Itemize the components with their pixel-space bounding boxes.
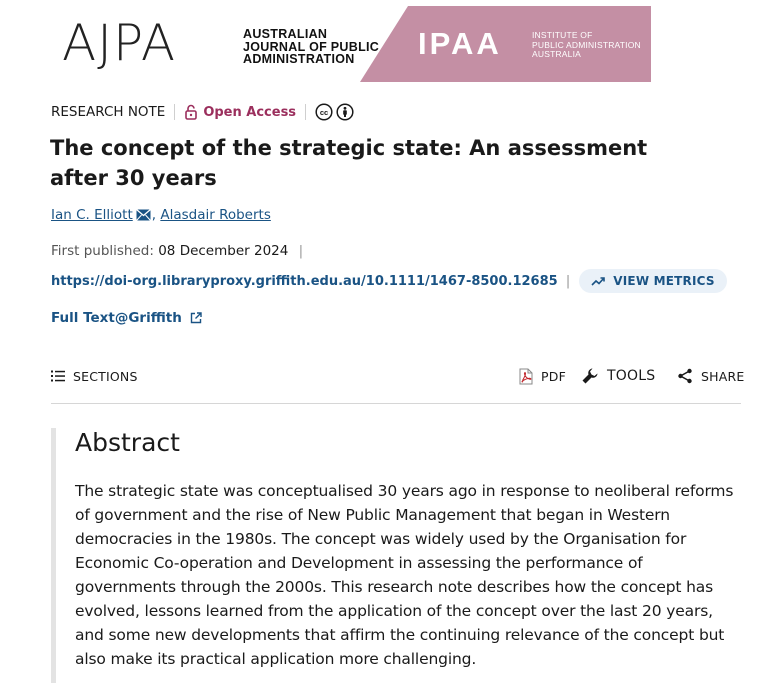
ipaa-logo: IPAA xyxy=(418,26,502,61)
publication-date xyxy=(51,243,303,259)
email-icon[interactable] xyxy=(136,209,151,221)
pdf-button[interactable] xyxy=(519,362,566,390)
abstract-heading: Abstract xyxy=(75,428,180,457)
view-metrics-label: VIEW METRICS xyxy=(613,274,715,288)
divider: | xyxy=(565,273,571,289)
ajpa-logo: AJPA xyxy=(62,14,177,72)
full-text-label: Full Text@Griffith xyxy=(51,310,182,326)
author-link-roberts[interactable]: Alasdair Roberts xyxy=(160,207,271,223)
article-title: The concept of the strategic state: An assessment after 30 years xyxy=(50,136,648,190)
share-button[interactable] xyxy=(677,362,744,390)
author-separator: , xyxy=(151,207,161,223)
view-metrics-button[interactable] xyxy=(579,269,726,293)
sections-button[interactable] xyxy=(51,362,138,390)
journal-banner[interactable] xyxy=(60,6,651,82)
by-icon[interactable] xyxy=(336,103,354,121)
published-label: First published: xyxy=(51,243,154,259)
sections-label: SECTIONS xyxy=(73,368,138,384)
divider: | xyxy=(298,243,304,259)
svg-text:cc: cc xyxy=(319,108,329,117)
tools-label: TOOLS xyxy=(607,368,656,384)
author-link-elliott[interactable]: Ian C. Elliott xyxy=(51,207,133,223)
share-icon xyxy=(677,368,693,384)
journal-name: AUSTRALIAN JOURNAL OF PUBLIC ADMINISTRATION xyxy=(243,27,380,66)
share-label: SHARE xyxy=(701,368,745,384)
article-meta-row xyxy=(51,102,354,122)
publisher-name: INSTITUTE OF PUBLIC ADMINISTRATION AUSTRALIA xyxy=(532,30,641,59)
article-type: RESEARCH NOTE xyxy=(51,104,166,120)
list-icon xyxy=(51,370,65,382)
abstract-border xyxy=(51,428,56,683)
published-date: 08 December 2024 xyxy=(158,243,289,259)
external-link-icon xyxy=(190,312,202,324)
tools-button[interactable] xyxy=(581,362,655,390)
trending-up-icon xyxy=(591,276,605,286)
wrench-icon xyxy=(581,367,599,385)
toolbar-divider xyxy=(51,403,741,404)
doi-link[interactable]: https://doi-org.libraryproxy.griffith.edu.au/10.1111/1467-8500.12685 xyxy=(51,273,558,289)
doi-row xyxy=(51,268,727,294)
cc-icon[interactable] xyxy=(315,103,333,121)
article-toolbar xyxy=(51,362,745,390)
pdf-label: PDF xyxy=(541,368,566,384)
full-text-link[interactable] xyxy=(51,310,202,326)
open-access-label: Open Access xyxy=(203,104,297,120)
abstract-text: The strategic state was conceptualised 30 years ago in response to neoliberal reforms of government and the rise of New Public Management that began in Western democracies in the 1980s. The concept was widely used by the Organisation for Economic Co-operation and Development in assessing the performance of governments through the 2000s. This research note describes how the concept has evolved, lessons learned from the application of the concept over the last 20 years, and some new developments that affirm the continuing relevance of the concept but also make its practical application more challenging. xyxy=(75,482,734,668)
divider xyxy=(174,104,175,120)
pdf-icon xyxy=(519,368,533,385)
divider xyxy=(305,104,306,120)
lock-open-icon xyxy=(184,104,198,120)
author-list xyxy=(51,207,271,223)
